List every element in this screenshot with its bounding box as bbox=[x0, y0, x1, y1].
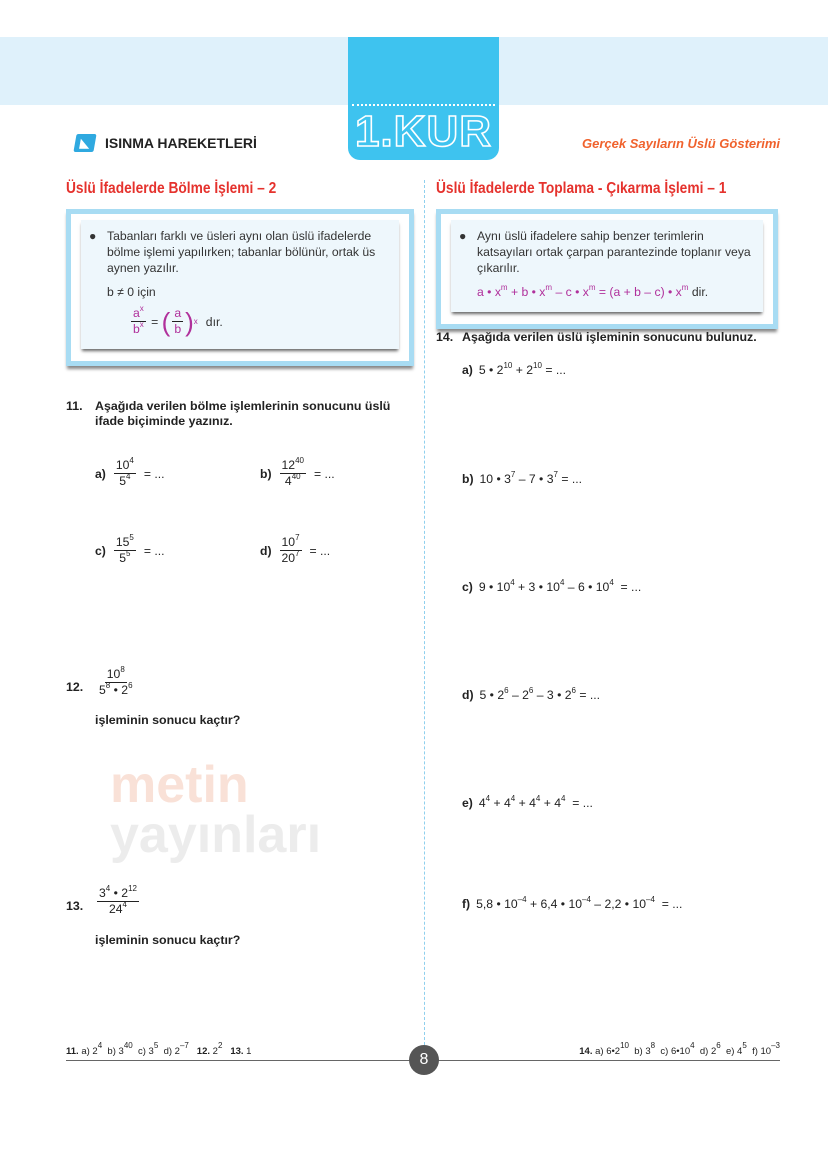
exponent: 7 bbox=[295, 549, 300, 558]
question-11-item bbox=[260, 535, 330, 566]
math-text: 5 bbox=[119, 551, 127, 565]
exponent: –4 bbox=[517, 895, 527, 904]
math-text: + 2 bbox=[512, 363, 534, 377]
math-text: e) 4 bbox=[720, 1046, 743, 1057]
answer-number: 12. bbox=[196, 1046, 210, 1057]
math-text: a) 2 bbox=[78, 1046, 98, 1057]
exponent: 4 bbox=[105, 884, 111, 893]
expression bbox=[476, 897, 682, 911]
math-text: b) 3 bbox=[102, 1046, 124, 1057]
question-14-number: 14. bbox=[436, 330, 454, 344]
exponent: 4 bbox=[129, 456, 134, 465]
question-13-expression bbox=[95, 886, 141, 917]
exponent: 4 bbox=[122, 900, 127, 909]
math-text: = ... bbox=[654, 897, 683, 911]
math-text: 24 bbox=[108, 902, 123, 916]
math-text: d) 2 bbox=[694, 1046, 717, 1057]
exponent: 6 bbox=[571, 686, 576, 695]
math-text: 1 bbox=[243, 1046, 252, 1057]
left-title: Üslü İfadelerde Bölme İşlemi – 2 bbox=[66, 180, 277, 197]
item-tail: = ... bbox=[143, 543, 165, 558]
exponent: 4 bbox=[690, 1041, 695, 1050]
item-label: d) bbox=[260, 543, 272, 558]
math-text: 10 bbox=[115, 458, 130, 472]
expression bbox=[480, 688, 601, 702]
exponent: 40 bbox=[295, 456, 304, 465]
math-text: – 7 • 3 bbox=[515, 472, 554, 486]
math-text: 10 • 3 bbox=[479, 472, 511, 486]
math-text: 15 bbox=[115, 535, 130, 549]
exponent: m bbox=[681, 283, 689, 292]
question-11-item bbox=[95, 535, 165, 566]
exponent: 6 bbox=[716, 1041, 721, 1050]
bullet-icon: ● bbox=[89, 229, 97, 243]
math-text: + 4 bbox=[540, 796, 561, 810]
exponent: 6 bbox=[128, 681, 133, 690]
exponent: 6 bbox=[504, 686, 509, 695]
item-label: d) bbox=[462, 688, 474, 702]
exponent: m bbox=[500, 283, 508, 292]
math-text: + 6,4 • 10 bbox=[526, 897, 583, 911]
exponent: 4 bbox=[535, 794, 541, 803]
exponent: 8 bbox=[120, 665, 125, 674]
question-14-item bbox=[462, 472, 582, 486]
math-text: 5,8 • 10 bbox=[476, 897, 518, 911]
math-text: 12 bbox=[281, 458, 296, 472]
math-text: • 2 bbox=[110, 886, 129, 900]
section-label: ISINMA HAREKETLERİ bbox=[105, 135, 257, 151]
exponent: 6 bbox=[528, 686, 534, 695]
item-label: a) bbox=[462, 363, 473, 377]
math-text: + b • x bbox=[507, 285, 546, 299]
answers-right bbox=[579, 1041, 780, 1057]
item-label: a) bbox=[95, 466, 106, 481]
column-divider bbox=[424, 180, 425, 1045]
exponent: 4 bbox=[609, 578, 614, 587]
fraction bbox=[280, 458, 306, 489]
condition-text: b ≠ 0 için bbox=[107, 285, 156, 299]
info-text: Aynı üslü ifadelere sahip benzer terimlerin katsayıları ortak çarpan parantezinde toplanır veya çıkarılır. bbox=[477, 229, 751, 275]
math-text: 5 bbox=[119, 474, 127, 488]
math-text: a • x bbox=[477, 285, 501, 299]
kur-tab bbox=[348, 37, 499, 160]
exponent: 5 bbox=[153, 1041, 159, 1050]
answers-left bbox=[66, 1041, 252, 1057]
answer-number: 11. bbox=[66, 1046, 79, 1057]
info-box-addition bbox=[436, 209, 778, 329]
question-13-number: 13. bbox=[66, 899, 84, 913]
math-text bbox=[189, 1046, 197, 1057]
exponent: 4 bbox=[559, 578, 565, 587]
math-text: = ... bbox=[565, 796, 593, 810]
exponent: –7 bbox=[179, 1041, 189, 1050]
exponent: 4 bbox=[126, 472, 131, 481]
math-text: c) 3 bbox=[132, 1046, 154, 1057]
math-text: 3 bbox=[99, 886, 106, 900]
math-text: 5 bbox=[99, 683, 106, 697]
right-title: Üslü İfadelerde Toplama - Çıkarma İşlemi – 1 bbox=[436, 180, 727, 197]
math-text: • 2 bbox=[110, 683, 129, 697]
math-text: 10 bbox=[106, 667, 121, 681]
exponent: 4 bbox=[97, 1041, 103, 1050]
math-text: 20 bbox=[281, 551, 296, 565]
math-text: = ... bbox=[541, 363, 566, 377]
math-text: = ... bbox=[557, 472, 583, 486]
watermark-logo bbox=[110, 756, 322, 864]
question-14-item bbox=[462, 688, 600, 702]
exponent: –4 bbox=[646, 895, 655, 904]
exponent: 7 bbox=[553, 470, 558, 479]
exponent: 2 bbox=[217, 1041, 223, 1050]
question-11-item bbox=[95, 458, 165, 489]
math-text: = ... bbox=[575, 688, 601, 702]
math-text: 5 • 2 bbox=[479, 688, 505, 702]
question-14-item bbox=[462, 897, 682, 911]
math-text: – 6 • 10 bbox=[564, 580, 610, 594]
exponent: 4 bbox=[510, 578, 515, 587]
math-text: – c • x bbox=[552, 285, 589, 299]
exponent: 7 bbox=[295, 533, 300, 542]
exponent: m bbox=[545, 283, 553, 292]
math-text: 4 bbox=[478, 796, 486, 810]
exponent: –4 bbox=[582, 895, 591, 904]
item-label: f) bbox=[462, 897, 471, 911]
bullet-icon: ● bbox=[459, 229, 467, 243]
exponent: 10 bbox=[503, 361, 513, 370]
division-formula: $\frac{a^x}{b^x}$ = ( $\frac{a}{b}$ ) x dır. bbox=[133, 304, 223, 337]
exponent: 4 bbox=[510, 794, 516, 803]
expression bbox=[479, 363, 566, 377]
question-14-item bbox=[462, 796, 593, 810]
question-14-item bbox=[462, 580, 641, 594]
publisher-logo-icon: ◣ bbox=[73, 134, 96, 152]
item-tail: = ... bbox=[313, 466, 335, 481]
item-label: e) bbox=[462, 796, 473, 810]
addition-formula bbox=[477, 284, 753, 300]
exponent: 10 bbox=[620, 1041, 629, 1050]
exponent: 4 bbox=[561, 794, 566, 803]
math-text: f) 10 bbox=[746, 1046, 772, 1057]
topic-label: Gerçek Sayıların Üslü Gösterimi bbox=[582, 136, 780, 151]
item-label: b) bbox=[260, 466, 272, 481]
question-13-text: işleminin sonucu kaçtır? bbox=[95, 933, 241, 947]
question-14-item bbox=[462, 363, 566, 377]
exponent: 8 bbox=[650, 1041, 656, 1050]
math-text: – 2,2 • 10 bbox=[590, 897, 647, 911]
section-header bbox=[75, 134, 257, 152]
question-14-text: Aşağıda verilen üslü işleminin sonucunu bulunuz. bbox=[462, 330, 757, 344]
exponent: 5 bbox=[126, 549, 131, 558]
watermark-line2: yayınları bbox=[110, 806, 322, 864]
exponent: 4 bbox=[485, 794, 491, 803]
item-tail: = ... bbox=[143, 466, 165, 481]
math-text: 2 bbox=[210, 1046, 218, 1057]
exponent: 8 bbox=[105, 681, 111, 690]
exponent: –3 bbox=[771, 1041, 780, 1050]
fraction bbox=[280, 535, 302, 566]
exponent: 7 bbox=[510, 470, 516, 479]
formula-suffix: dır. bbox=[205, 314, 223, 329]
formula-suffix: dir. bbox=[691, 285, 709, 299]
math-text: b) 3 bbox=[629, 1046, 651, 1057]
math-text: a) 6•2 bbox=[592, 1046, 621, 1057]
exponent: m bbox=[588, 283, 596, 292]
watermark-line1: metin bbox=[110, 756, 249, 814]
math-text: 10 bbox=[281, 535, 296, 549]
math-text: = (a + b – c) • x bbox=[595, 285, 682, 299]
question-11-number: 11. bbox=[66, 399, 83, 413]
exponent: 40 bbox=[291, 472, 301, 481]
page-number: 8 bbox=[409, 1045, 439, 1075]
item-label: c) bbox=[462, 580, 473, 594]
fraction bbox=[114, 458, 136, 489]
expression bbox=[480, 472, 583, 486]
question-11-item bbox=[260, 458, 335, 489]
question-11-text: Aşağıda verilen bölme işlemlerinin sonucunu üslü ifade biçiminde yazınız. bbox=[95, 399, 391, 428]
item-label: b) bbox=[462, 472, 474, 486]
question-12-number: 12. bbox=[66, 680, 84, 694]
exponent: 5 bbox=[129, 533, 134, 542]
math-text: + 3 • 10 bbox=[514, 580, 560, 594]
math-text: c) 6•10 bbox=[655, 1046, 691, 1057]
kur-label: 1.KUR bbox=[354, 107, 493, 156]
item-tail: = ... bbox=[309, 543, 331, 558]
math-text: 9 • 10 bbox=[478, 580, 511, 594]
question-12-text: işleminin sonucu kaçtır? bbox=[95, 713, 241, 727]
fraction bbox=[114, 535, 136, 566]
item-label: c) bbox=[95, 543, 106, 558]
math-text: 4 bbox=[284, 474, 292, 488]
exponent: 12 bbox=[128, 884, 137, 893]
exponent: 40 bbox=[123, 1041, 133, 1050]
math-text: + 4 bbox=[490, 796, 511, 810]
math-text: + 4 bbox=[515, 796, 536, 810]
expression bbox=[479, 796, 593, 810]
question-12-expression bbox=[95, 667, 137, 698]
math-text: 5 • 2 bbox=[478, 363, 504, 377]
math-text: = ... bbox=[613, 580, 642, 594]
math-text: d) 2 bbox=[158, 1046, 180, 1057]
math-text: – 3 • 2 bbox=[533, 688, 572, 702]
expression bbox=[479, 580, 641, 594]
exponent: 10 bbox=[533, 361, 542, 370]
answer-number: 14. bbox=[579, 1046, 593, 1057]
info-box-division bbox=[66, 209, 414, 366]
math-text: – 2 bbox=[508, 688, 529, 702]
answer-number: 13. bbox=[230, 1046, 244, 1057]
info-text: Tabanları farklı ve üsleri aynı olan üslü ifadelerde bölme işlemi yapılırken; tabanlar bölünür, ortak üs aynen yazılır. bbox=[107, 229, 376, 275]
exponent: 5 bbox=[742, 1041, 747, 1050]
dotted-line bbox=[352, 104, 495, 106]
